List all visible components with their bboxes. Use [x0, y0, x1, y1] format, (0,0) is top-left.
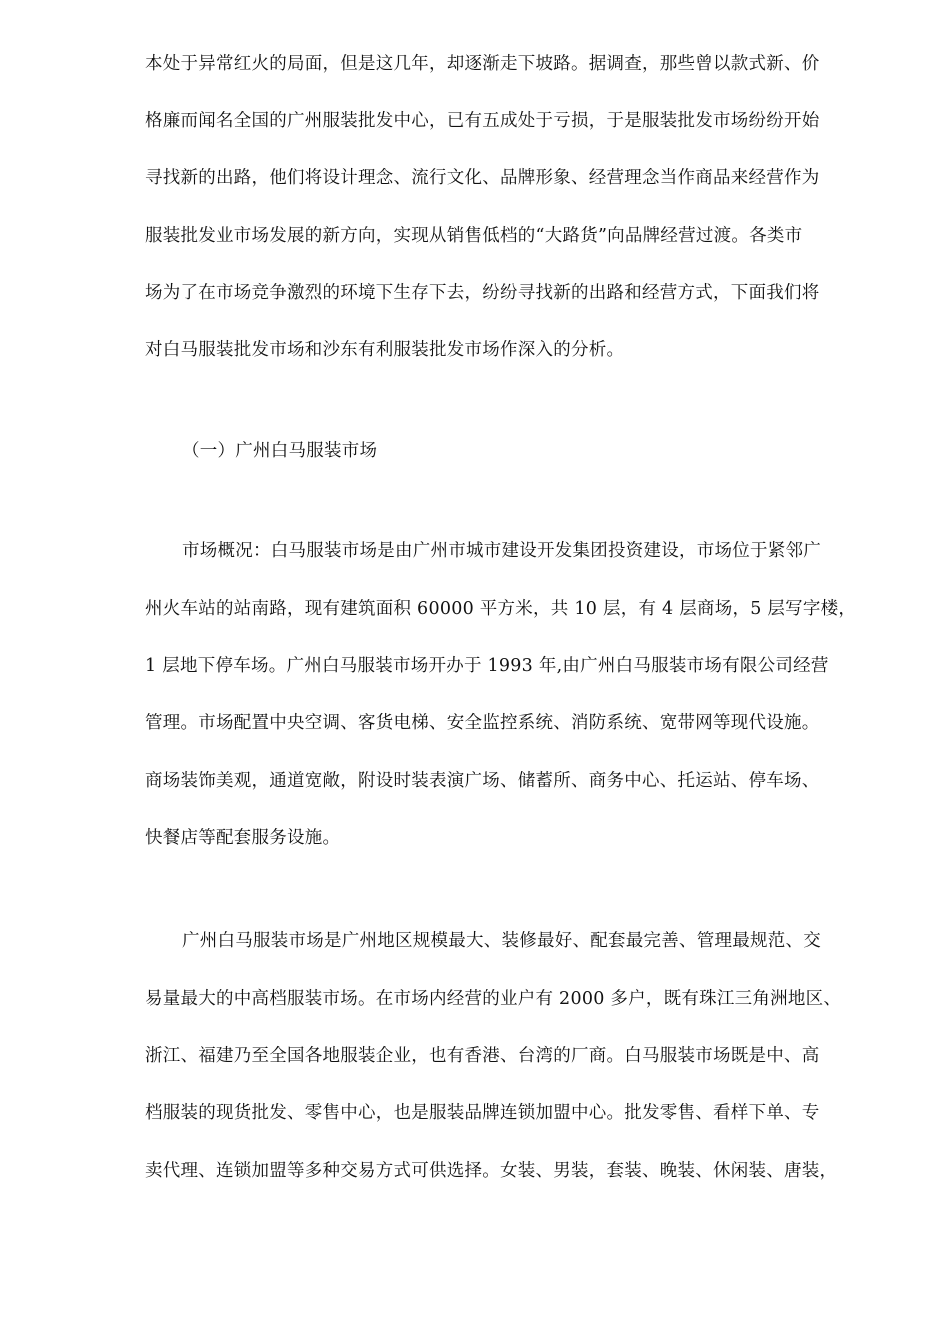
text-line: 广州白马服装市场是广州地区规模最大、装修最好、配套最完善、管理最规范、交: [182, 931, 821, 951]
text-line: 管理。市场配置中央空调、客货电梯、安全监控系统、消防系统、宽带网等现代设施。: [145, 713, 820, 733]
text-line: 对白马服装批发市场和沙东有利服装批发市场作深入的分析。: [145, 340, 625, 360]
section-heading: （一）广州白马服装市场: [182, 441, 378, 461]
text-line: 本处于异常红火的局面，但是这几年，却逐渐走下坡路。据调查，那些曾以款式新、价: [145, 54, 820, 74]
text-line: 寻找新的出路，他们将设计理念、流行文化、品牌形象、经营理念当作商品来经营作为: [145, 168, 820, 188]
text-line: 服装批发业市场发展的新方向，实现从销售低档的“大路货”向品牌经营过渡。各类市: [145, 226, 803, 246]
text-line: 易量最大的中高档服装市场。在市场内经营的业户有 2000 多户，既有珠江三角洲地区、: [145, 989, 842, 1009]
text-line: 格廉而闻名全国的广州服装批发中心，已有五成处于亏损，于是服装批发市场纷纷开始: [145, 111, 820, 131]
text-line: 市场概况：白马服装市场是由广州市城市建设开发集团投资建设，市场位于紧邻广: [182, 541, 821, 561]
text-line: 档服装的现货批发、零售中心，也是服装品牌连锁加盟中心。批发零售、看样下单、专: [145, 1103, 820, 1123]
text-line: 卖代理、连锁加盟等多种交易方式可供选择。女装、男装，套装、晚装、休闲装、唐装，: [145, 1161, 838, 1181]
text-line: 快餐店等配套服务设施。: [145, 828, 341, 848]
text-line: 浙江、福建乃至全国各地服装企业，也有香港、台湾的厂商。白马服装市场既是中、高: [145, 1046, 820, 1066]
text-line: 场为了在市场竞争激烈的环境下生存下去，纷纷寻找新的出路和经营方式，下面我们将: [145, 283, 820, 303]
text-line: 州火车站的站南路，现有建筑面积 60000 平方米，共 10 层，有 4 层商场，5 层写字楼，: [145, 599, 857, 619]
text-line: 1 层地下停车场。广州白马服装市场开办于 1993 年,由广州白马服装市场有限公司经营: [145, 656, 829, 676]
text-line: 商场装饰美观，通道宽敞，附设时装表演广场、储蓄所、商务中心、托运站、停车场、: [145, 771, 820, 791]
